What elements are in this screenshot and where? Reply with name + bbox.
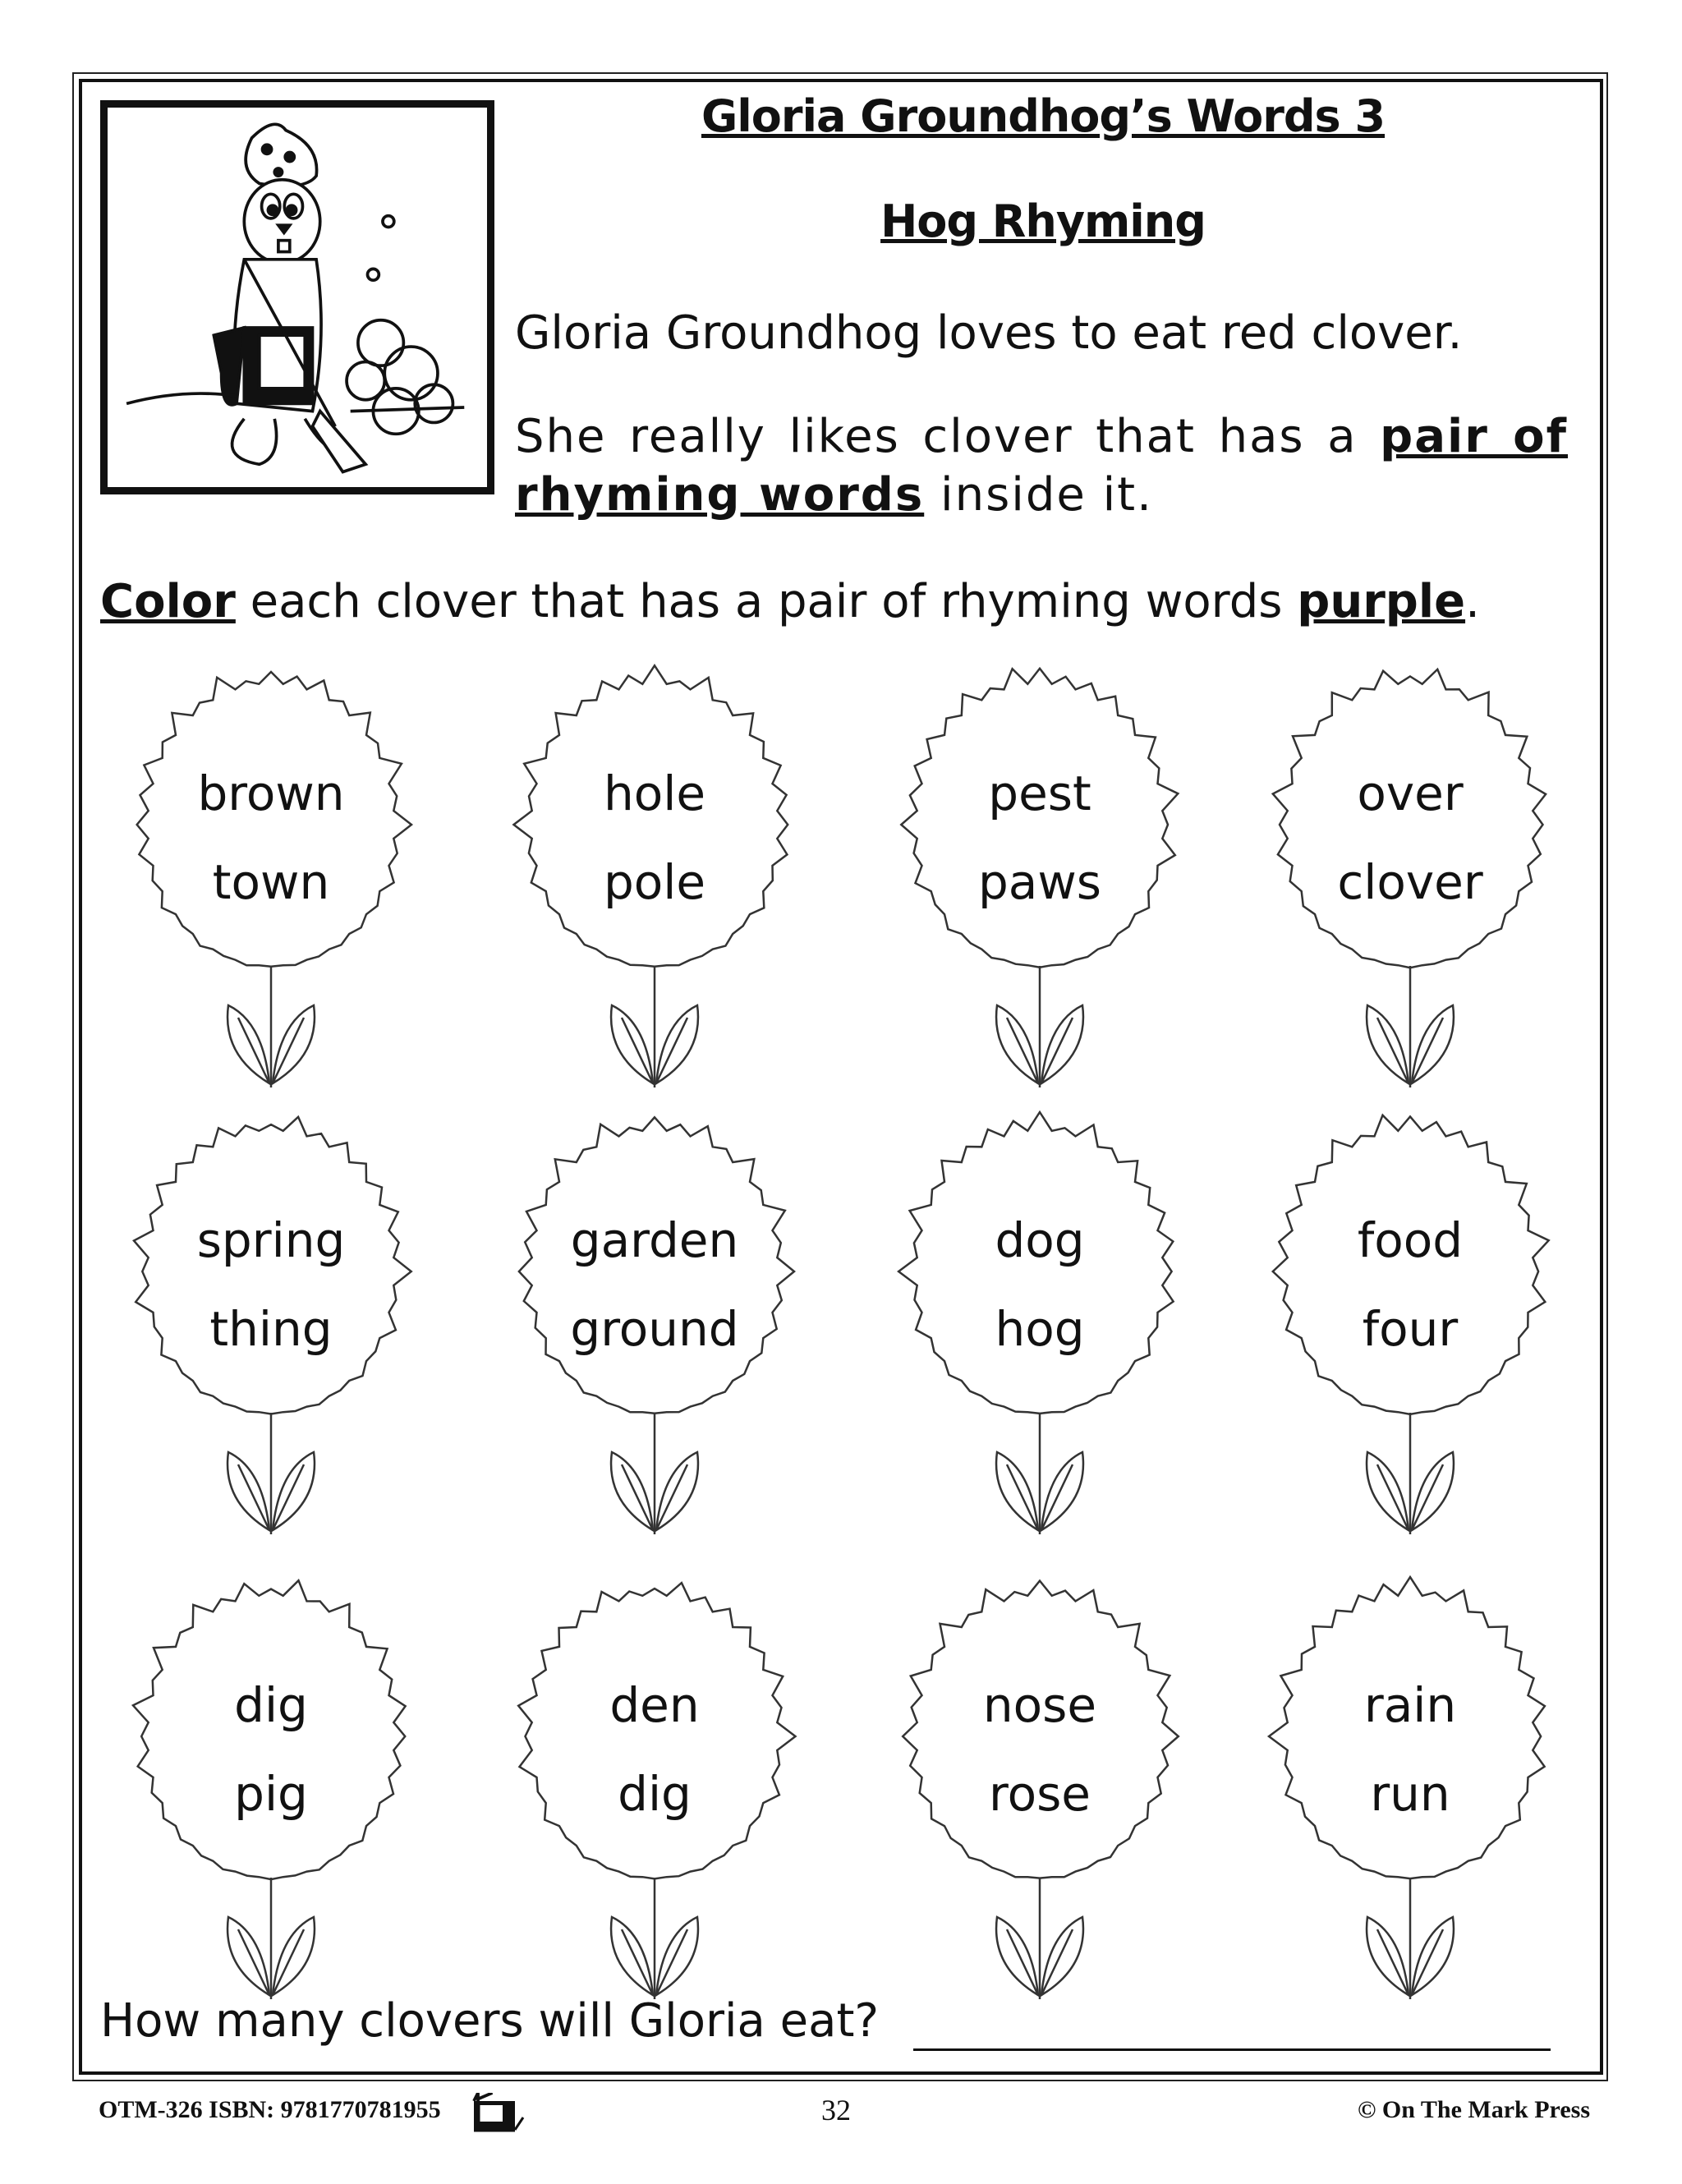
desc-text-end: inside it.	[924, 468, 1153, 522]
clover-word-1: spring	[196, 1212, 346, 1268]
clover-word-1: nose	[982, 1677, 1097, 1733]
clover-dog-hog[interactable]	[900, 1115, 1179, 1543]
clover-word-1: den	[609, 1677, 700, 1733]
answer-line[interactable]	[913, 2048, 1551, 2051]
clover-word-2: pole	[603, 854, 706, 910]
desc-text: She really likes clover that has a	[515, 410, 1381, 463]
clover-over-clover[interactable]	[1271, 669, 1550, 1096]
clover-word-2: four	[1362, 1301, 1459, 1357]
copier-icon	[470, 2093, 535, 2134]
worksheet-title: Gloria Groundhog’s Words 3	[701, 90, 1386, 142]
clover-word-2: pig	[234, 1766, 308, 1822]
instruction-period: .	[1465, 575, 1480, 628]
desc-emphasis: pair of rhyming words	[515, 410, 1568, 522]
groundhog-sweeping-image	[108, 108, 487, 487]
clover-word-2: town	[212, 854, 330, 910]
clover-word-1: garden	[570, 1212, 739, 1268]
clover-word-2: rose	[989, 1766, 1091, 1822]
clover-word-1: food	[1357, 1212, 1464, 1268]
clover-word-1: pest	[988, 766, 1091, 821]
page-number: 32	[821, 2094, 851, 2127]
intro-text: Gloria Groundhog loves to eat red clover.	[515, 306, 1463, 360]
worksheet-subtitle: Hog Rhyming	[880, 195, 1206, 247]
clover-word-2: paws	[977, 854, 1101, 910]
clover-nose-rose[interactable]	[900, 1580, 1179, 2007]
instruction-text: each clover that has a pair of rhyming words	[235, 575, 1298, 628]
clover-word-1: hole	[603, 766, 706, 821]
clover-dig-pig[interactable]	[131, 1580, 411, 2007]
question: How many clovers will Gloria eat?	[100, 1994, 880, 2048]
clover-hole-pole[interactable]	[515, 669, 794, 1096]
clover-spring-thing[interactable]	[131, 1115, 411, 1543]
groundhog-illustration	[100, 100, 494, 494]
clover-word-1: dig	[234, 1677, 308, 1733]
footer-isbn: OTM-326 ISBN: 9781770781955	[99, 2096, 441, 2123]
clover-word-1: over	[1357, 766, 1464, 821]
rhyme-description	[515, 407, 1568, 524]
instruction-color: Color	[100, 575, 236, 628]
clover-word-1: rain	[1363, 1677, 1457, 1733]
clover-word-2: hog	[995, 1301, 1085, 1357]
footer-copyright: © On The Mark Press	[1358, 2096, 1590, 2123]
clover-food-four[interactable]	[1271, 1115, 1550, 1543]
clover-word-2: run	[1370, 1766, 1450, 1822]
clover-word-2: thing	[209, 1301, 333, 1357]
clover-den-dig[interactable]	[515, 1580, 794, 2007]
clover-word-2: dig	[618, 1766, 692, 1822]
clover-pest-paws[interactable]	[900, 669, 1179, 1096]
clover-word-2: clover	[1337, 854, 1483, 910]
instruction	[100, 575, 1480, 628]
clover-word-1: dog	[995, 1212, 1085, 1268]
clover-word-1: brown	[197, 766, 345, 821]
clover-brown-town[interactable]	[131, 669, 411, 1096]
clover-garden-ground[interactable]	[515, 1115, 794, 1543]
clover-rain-run[interactable]	[1271, 1580, 1550, 2007]
instruction-purple: purple	[1297, 575, 1466, 628]
clover-word-2: ground	[570, 1301, 739, 1357]
